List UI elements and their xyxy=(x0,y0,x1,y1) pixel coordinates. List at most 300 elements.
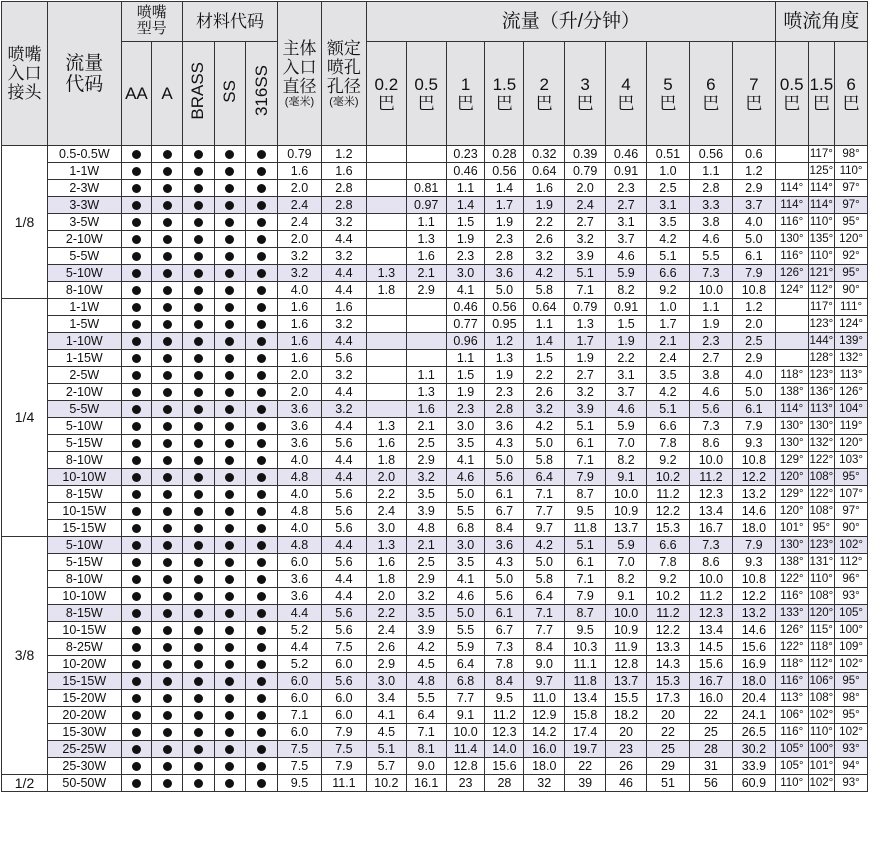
flow-value-cell: 11.2 xyxy=(485,707,524,724)
material-brass-cell xyxy=(182,724,214,741)
flow-value-cell: 10.9 xyxy=(606,503,647,520)
flow-value-cell: 8.1 xyxy=(406,741,446,758)
flow-value-cell: 0.6 xyxy=(732,146,775,163)
flow-value-cell: 12.2 xyxy=(732,588,775,605)
flow-value-cell: 2.5 xyxy=(406,435,446,452)
flow-value-cell: 1.3 xyxy=(366,537,406,554)
available-dot-icon xyxy=(194,456,203,465)
flow-value-cell: 1.9 xyxy=(524,197,565,214)
orifice-dia-cell: 6.0 xyxy=(321,707,366,724)
orifice-dia-cell: 3.2 xyxy=(321,401,366,418)
flow-value-cell: 3.9 xyxy=(406,503,446,520)
available-dot-icon xyxy=(225,405,234,414)
flow-value-cell: 4.1 xyxy=(446,452,485,469)
flow-value-cell: 6.1 xyxy=(732,401,775,418)
spray-angle-cell: 122° xyxy=(808,452,835,469)
type-aa-cell xyxy=(121,248,152,265)
flow-value-cell: 12.2 xyxy=(732,469,775,486)
available-dot-icon xyxy=(257,524,266,533)
available-dot-icon xyxy=(257,337,266,346)
type-a-cell xyxy=(152,520,183,537)
body-inlet-dia-cell: 1.6 xyxy=(277,299,321,316)
spray-angle-cell: 111° xyxy=(835,299,868,316)
flow-value-cell: 1.0 xyxy=(646,299,689,316)
flow-value-cell: 2.2 xyxy=(366,486,406,503)
table-row xyxy=(2,673,868,690)
flow-value-cell: 12.2 xyxy=(646,622,689,639)
material-ss-cell xyxy=(214,571,246,588)
flow-value-cell: 5.5 xyxy=(446,622,485,639)
available-dot-icon xyxy=(194,490,203,499)
available-dot-icon xyxy=(194,235,203,244)
available-dot-icon xyxy=(132,592,141,601)
pressure-value: 2 xyxy=(539,74,549,94)
available-dot-icon xyxy=(225,694,234,703)
flow-value-cell: 4.8 xyxy=(406,520,446,537)
material-ss-cell xyxy=(214,197,246,214)
available-dot-icon xyxy=(257,388,266,397)
flow-value-cell: 7.0 xyxy=(606,554,647,571)
flow-code-cell: 15-30W xyxy=(48,724,122,741)
table-row xyxy=(2,350,868,367)
flow-value-cell: 18.0 xyxy=(732,520,775,537)
available-dot-icon xyxy=(194,592,203,601)
flow-value-cell: 13.2 xyxy=(732,486,775,503)
table-row xyxy=(2,435,868,452)
spray-angle-cell: 114° xyxy=(775,180,808,197)
available-dot-icon xyxy=(163,320,172,329)
available-dot-icon xyxy=(194,541,203,550)
material-ss-cell xyxy=(214,588,246,605)
material-316ss-cell xyxy=(246,180,278,197)
body-inlet-dia-cell: 6.0 xyxy=(277,690,321,707)
type-a-cell xyxy=(152,163,183,180)
material-brass-cell xyxy=(182,571,214,588)
spray-angle-cell: 130° xyxy=(775,435,808,452)
available-dot-icon xyxy=(225,660,234,669)
flow-value-cell: 2.0 xyxy=(565,180,606,197)
available-dot-icon xyxy=(163,745,172,754)
available-dot-icon xyxy=(225,286,234,295)
type-a-cell xyxy=(152,316,183,333)
header-rated-orifice-dia: 额定喷孔孔径 (毫米) xyxy=(321,2,366,146)
flow-value-cell: 1.3 xyxy=(485,350,524,367)
material-ss-cell xyxy=(214,350,246,367)
bar-unit: 巴 xyxy=(783,93,801,113)
available-dot-icon xyxy=(194,507,203,516)
flow-value-cell: 9.2 xyxy=(646,282,689,299)
flow-value-cell: 26.5 xyxy=(732,724,775,741)
flow-value-cell: 1.9 xyxy=(485,214,524,231)
flow-value-cell: 6.1 xyxy=(565,554,606,571)
material-316ss-cell xyxy=(246,333,278,350)
available-dot-icon xyxy=(194,269,203,278)
type-aa-cell xyxy=(121,197,152,214)
spray-angle-cell: 136° xyxy=(808,384,835,401)
bar-unit: 巴 xyxy=(457,93,475,113)
material-ss-cell xyxy=(214,452,246,469)
flow-value-cell: 2.2 xyxy=(524,214,565,231)
flow-value-cell: 7.9 xyxy=(732,537,775,554)
flow-code-cell: 1-10W xyxy=(48,333,122,350)
spray-angle-cell: 108° xyxy=(808,690,835,707)
flow-value-cell: 16.0 xyxy=(524,741,565,758)
type-a-cell xyxy=(152,673,183,690)
flow-value-cell: 5.1 xyxy=(366,741,406,758)
flow-value-cell: 2.4 xyxy=(565,197,606,214)
flow-value-cell: 8.4 xyxy=(524,639,565,656)
flow-value-cell: 0.91 xyxy=(606,299,647,316)
available-dot-icon xyxy=(225,507,234,516)
available-dot-icon xyxy=(163,541,172,550)
flow-value-cell xyxy=(366,367,406,384)
flow-value-cell: 2.5 xyxy=(732,333,775,350)
flow-value-cell: 20 xyxy=(606,724,647,741)
available-dot-icon xyxy=(257,626,266,635)
flow-value-cell: 10.8 xyxy=(732,571,775,588)
flow-value-cell: 3.3 xyxy=(689,197,732,214)
flow-value-cell: 0.39 xyxy=(565,146,606,163)
flow-code-cell: 25-25W xyxy=(48,741,122,758)
body-inlet-dia-cell: 3.6 xyxy=(277,435,321,452)
available-dot-icon xyxy=(132,150,141,159)
flow-value-cell: 1.0 xyxy=(646,163,689,180)
flow-value-cell: 3.5 xyxy=(406,486,446,503)
orifice-dia-cell: 4.4 xyxy=(321,571,366,588)
type-aa-cell xyxy=(121,639,152,656)
flow-value-cell: 5.0 xyxy=(524,554,565,571)
orifice-dia-cell: 4.4 xyxy=(321,452,366,469)
flow-value-cell: 10.3 xyxy=(565,639,606,656)
available-dot-icon xyxy=(132,473,141,482)
flow-value-cell: 4.2 xyxy=(646,384,689,401)
flow-value-cell: 1.2 xyxy=(732,163,775,180)
available-dot-icon xyxy=(132,388,141,397)
spray-angle-cell: 108° xyxy=(808,588,835,605)
flow-value-cell: 8.7 xyxy=(565,605,606,622)
body-inlet-dia-cell: 4.0 xyxy=(277,282,321,299)
spray-angle-cell: 120° xyxy=(835,231,868,248)
spray-angle-cell: 95° xyxy=(808,520,835,537)
material-316ss-cell xyxy=(246,265,278,282)
material-brass-cell xyxy=(182,452,214,469)
flow-value-cell: 2.3 xyxy=(689,333,732,350)
type-aa-cell xyxy=(121,231,152,248)
body-inlet-dia-cell: 2.0 xyxy=(277,367,321,384)
bar-unit: 巴 xyxy=(659,93,677,113)
type-a-cell xyxy=(152,554,183,571)
flow-value-cell: 14.0 xyxy=(485,741,524,758)
available-dot-icon xyxy=(163,201,172,210)
flow-value-cell: 1.1 xyxy=(406,214,446,231)
available-dot-icon xyxy=(163,235,172,244)
spray-angle-cell: 106° xyxy=(775,707,808,724)
spray-angle-cell: 120° xyxy=(808,605,835,622)
flow-value-cell: 3.2 xyxy=(524,401,565,418)
available-dot-icon xyxy=(194,303,203,312)
bar-unit: 巴 xyxy=(576,93,594,113)
spray-angle-cell: 98° xyxy=(835,690,868,707)
available-dot-icon xyxy=(194,575,203,584)
spray-angle-cell: 130° xyxy=(775,537,808,554)
available-dot-icon xyxy=(257,541,266,550)
table-row xyxy=(2,367,868,384)
flow-value-cell: 6.6 xyxy=(646,418,689,435)
spray-angle-cell: 95° xyxy=(835,673,868,690)
orifice-dia-cell: 4.4 xyxy=(321,384,366,401)
flow-value-cell: 2.8 xyxy=(689,180,732,197)
body-inlet-dia-cell: 4.0 xyxy=(277,520,321,537)
flow-value-cell: 8.2 xyxy=(606,452,647,469)
material-316ss-cell xyxy=(246,248,278,265)
flow-value-cell: 2.5 xyxy=(646,180,689,197)
spray-angle-cell: 100° xyxy=(835,622,868,639)
orifice-dia-cell: 2.8 xyxy=(321,180,366,197)
table-row xyxy=(2,248,868,265)
flow-value-cell: 3.7 xyxy=(606,384,647,401)
type-a-cell xyxy=(152,214,183,231)
orifice-dia-cell: 7.9 xyxy=(321,724,366,741)
type-a-cell xyxy=(152,248,183,265)
flow-value-cell: 1.9 xyxy=(689,316,732,333)
table-row xyxy=(2,775,868,792)
flow-value-cell: 5.1 xyxy=(565,537,606,554)
flow-value-cell: 6.6 xyxy=(646,537,689,554)
available-dot-icon xyxy=(132,762,141,771)
type-a-cell xyxy=(152,775,183,792)
flow-value-cell xyxy=(366,401,406,418)
available-dot-icon xyxy=(163,218,172,227)
flow-value-cell: 4.6 xyxy=(446,588,485,605)
table-row xyxy=(2,452,868,469)
available-dot-icon xyxy=(225,337,234,346)
orifice-dia-cell: 4.4 xyxy=(321,418,366,435)
flow-value-cell: 7.8 xyxy=(646,435,689,452)
material-316ss-cell xyxy=(246,537,278,554)
table-row xyxy=(2,758,868,775)
flow-value-cell: 6.1 xyxy=(485,605,524,622)
body-inlet-dia-cell: 6.0 xyxy=(277,673,321,690)
material-brass-cell xyxy=(182,316,214,333)
flow-value-cell: 1.8 xyxy=(366,452,406,469)
flow-value-cell: 12.3 xyxy=(485,724,524,741)
flow-value-cell: 25 xyxy=(689,724,732,741)
available-dot-icon xyxy=(225,354,234,363)
flow-value-cell: 3.1 xyxy=(646,197,689,214)
flow-value-cell xyxy=(366,231,406,248)
spray-angle-cell: 95° xyxy=(835,707,868,724)
type-aa-cell xyxy=(121,146,152,163)
type-a-cell xyxy=(152,707,183,724)
spray-angle-cell: 94° xyxy=(835,758,868,775)
available-dot-icon xyxy=(257,371,266,380)
flow-value-cell: 1.6 xyxy=(524,180,565,197)
flow-value-cell: 2.9 xyxy=(366,656,406,673)
flow-value-cell: 4.6 xyxy=(689,231,732,248)
flow-value-cell: 13.7 xyxy=(606,673,647,690)
flow-value-cell: 1.8 xyxy=(366,571,406,588)
available-dot-icon xyxy=(194,371,203,380)
flow-value-cell: 51 xyxy=(646,775,689,792)
available-dot-icon xyxy=(257,269,266,278)
flow-value-cell: 6.7 xyxy=(485,503,524,520)
flow-value-cell: 3.2 xyxy=(406,588,446,605)
material-ss-cell xyxy=(214,214,246,231)
bar-unit: 巴 xyxy=(417,93,435,113)
available-dot-icon xyxy=(225,218,234,227)
available-dot-icon xyxy=(163,337,172,346)
flow-value-cell: 2.6 xyxy=(524,384,565,401)
flow-value-cell: 0.64 xyxy=(524,299,565,316)
available-dot-icon xyxy=(194,779,203,788)
available-dot-icon xyxy=(257,456,266,465)
type-aa-cell xyxy=(121,673,152,690)
table-row xyxy=(2,605,868,622)
flow-value-cell: 0.46 xyxy=(606,146,647,163)
flow-value-cell: 1.7 xyxy=(565,333,606,350)
available-dot-icon xyxy=(257,184,266,193)
flow-value-cell: 1.7 xyxy=(485,197,524,214)
type-a-cell xyxy=(152,639,183,656)
material-ss-cell xyxy=(214,605,246,622)
available-dot-icon xyxy=(132,626,141,635)
material-ss-cell xyxy=(214,724,246,741)
flow-value-cell: 12.2 xyxy=(646,503,689,520)
available-dot-icon xyxy=(194,626,203,635)
flow-value-cell: 0.46 xyxy=(446,299,485,316)
available-dot-icon xyxy=(194,660,203,669)
flow-value-cell: 4.1 xyxy=(446,282,485,299)
flow-code-cell: 15-15W xyxy=(48,520,122,537)
type-a-cell xyxy=(152,333,183,350)
spray-angle-cell: 118° xyxy=(775,367,808,384)
flow-code-cell: 5-5W xyxy=(48,248,122,265)
spray-angle-cell: 126° xyxy=(775,622,808,639)
type-a-cell xyxy=(152,180,183,197)
flow-value-cell: 9.2 xyxy=(646,452,689,469)
available-dot-icon xyxy=(257,694,266,703)
flow-value-cell: 15.6 xyxy=(485,758,524,775)
flow-code-cell: 1-1W xyxy=(48,299,122,316)
available-dot-icon xyxy=(132,524,141,533)
spray-angle-cell: 115° xyxy=(808,622,835,639)
flow-code-cell: 5-10W xyxy=(48,537,122,554)
flow-value-cell: 4.2 xyxy=(524,265,565,282)
flow-value-cell: 17.3 xyxy=(646,690,689,707)
spray-angle-cell: 105° xyxy=(775,758,808,775)
flow-value-cell: 1.4 xyxy=(524,333,565,350)
flow-value-cell: 1.6 xyxy=(406,248,446,265)
spray-angle-cell: 139° xyxy=(835,333,868,350)
material-ss-cell xyxy=(214,435,246,452)
flow-value-cell: 12.9 xyxy=(524,707,565,724)
spray-angle-cell: 102° xyxy=(835,537,868,554)
available-dot-icon xyxy=(163,694,172,703)
flow-value-cell: 0.56 xyxy=(689,146,732,163)
available-dot-icon xyxy=(132,354,141,363)
flow-value-cell: 0.32 xyxy=(524,146,565,163)
spray-angle-cell: 106° xyxy=(808,673,835,690)
flow-value-cell: 3.2 xyxy=(565,384,606,401)
material-316ss-cell xyxy=(246,503,278,520)
flow-value-cell: 6.4 xyxy=(446,656,485,673)
flow-value-cell: 13.4 xyxy=(689,622,732,639)
available-dot-icon xyxy=(163,269,172,278)
spray-angle-cell: 102° xyxy=(808,775,835,792)
flow-value-cell: 5.9 xyxy=(446,639,485,656)
material-316ss-cell xyxy=(246,775,278,792)
spray-angle-cell: 110° xyxy=(808,571,835,588)
material-ss-cell xyxy=(214,163,246,180)
inlet-size-cell: 3/8 xyxy=(2,537,48,775)
available-dot-icon xyxy=(225,184,234,193)
body-inlet-dia-cell: 7.5 xyxy=(277,758,321,775)
nozzle-spec-table xyxy=(1,1,868,792)
material-316ss-cell xyxy=(246,571,278,588)
available-dot-icon xyxy=(194,388,203,397)
flow-code-cell: 5-10W xyxy=(48,418,122,435)
flow-value-cell: 4.0 xyxy=(732,367,775,384)
available-dot-icon xyxy=(132,779,141,788)
flow-value-cell: 1.5 xyxy=(606,316,647,333)
material-316ss-cell xyxy=(246,639,278,656)
flow-value-cell: 7.3 xyxy=(689,418,732,435)
flow-value-cell: 0.81 xyxy=(406,180,446,197)
flow-value-cell: 7.1 xyxy=(524,486,565,503)
flow-value-cell: 0.96 xyxy=(446,333,485,350)
flow-value-cell: 22 xyxy=(565,758,606,775)
available-dot-icon xyxy=(257,150,266,159)
flow-code-cell: 10-15W xyxy=(48,622,122,639)
material-316ss-cell xyxy=(246,605,278,622)
available-dot-icon xyxy=(194,405,203,414)
available-dot-icon xyxy=(225,541,234,550)
material-ss-cell xyxy=(214,401,246,418)
type-a-cell xyxy=(152,282,183,299)
flow-value-cell: 8.6 xyxy=(689,435,732,452)
pressure-value: 5 xyxy=(663,74,673,94)
type-aa-cell xyxy=(121,435,152,452)
available-dot-icon xyxy=(132,660,141,669)
available-dot-icon xyxy=(163,609,172,618)
flow-value-cell: 7.1 xyxy=(565,282,606,299)
flow-value-cell: 2.9 xyxy=(732,350,775,367)
available-dot-icon xyxy=(257,218,266,227)
flow-value-cell: 7.1 xyxy=(565,571,606,588)
material-316ss-cell xyxy=(246,214,278,231)
spray-angle-cell: 144° xyxy=(808,333,835,350)
available-dot-icon xyxy=(163,575,172,584)
material-ss-cell xyxy=(214,656,246,673)
material-316ss-cell xyxy=(246,741,278,758)
flow-code-cell: 2-5W xyxy=(48,367,122,384)
flow-code-cell: 10-10W xyxy=(48,588,122,605)
type-aa-cell xyxy=(121,316,152,333)
flow-value-cell: 8.4 xyxy=(485,673,524,690)
spray-angle-cell: 112° xyxy=(835,554,868,571)
flow-value-cell: 5.9 xyxy=(606,537,647,554)
flow-value-cell: 2.1 xyxy=(646,333,689,350)
available-dot-icon xyxy=(163,558,172,567)
flow-value-cell: 7.9 xyxy=(732,418,775,435)
flow-value-cell: 3.7 xyxy=(732,197,775,214)
type-a-cell xyxy=(152,605,183,622)
spray-angle-cell: 129° xyxy=(775,452,808,469)
material-brass-cell xyxy=(182,469,214,486)
available-dot-icon xyxy=(194,558,203,567)
flow-value-cell: 2.2 xyxy=(366,605,406,622)
header-type-aa: AA xyxy=(121,42,152,146)
